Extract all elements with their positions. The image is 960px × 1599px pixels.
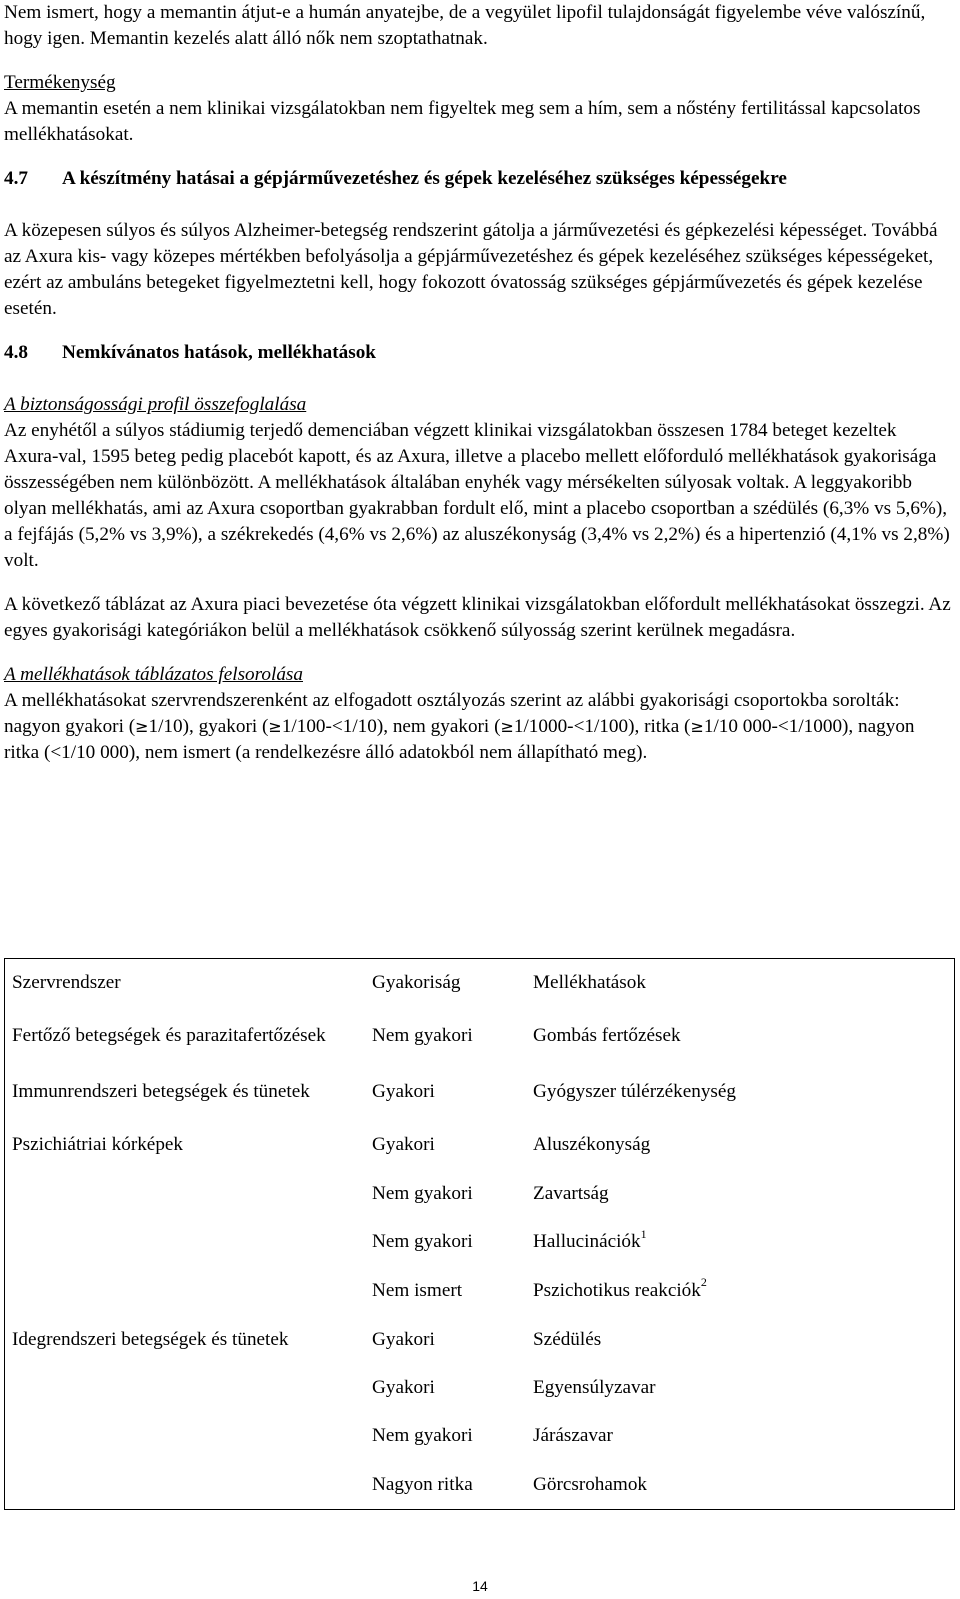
section-number: 4.8 bbox=[4, 342, 28, 363]
text-fragment: 1/100-<1/10), nem gyakori ( bbox=[281, 716, 501, 737]
organ-cell bbox=[4, 1169, 364, 1218]
greater-equal-symbol: ≥ bbox=[690, 717, 704, 736]
organ-cell bbox=[4, 1412, 364, 1459]
frequency-cell: Gyakori bbox=[372, 1133, 435, 1155]
adverse-reactions-table bbox=[4, 958, 954, 1510]
effect-cell: Gyógyszer túlérzékenység bbox=[533, 1081, 736, 1102]
table-row bbox=[4, 1266, 954, 1315]
section-title: Nemkívánatos hatások, mellékhatások bbox=[62, 342, 376, 363]
table-row bbox=[4, 1315, 954, 1364]
column-header-effect: Mellékhatások bbox=[533, 972, 646, 993]
driving-paragraph: A közepesen súlyos és súlyos Alzheimer-betegség rendszerint gátolja a járművezetési és gépkezelési képességet. Továbbá az Axura kis- vagy közepes mértékben befolyásolja a gépjárművezetéshez és gépek kezeléséhez szükséges képességeket, ezért az ambuláns betegeket figyelmeztetni kell, hogy fokozott óvatosság szükséges gépjárművezetés és gépek kezelése esetén. bbox=[4, 220, 938, 319]
document-page bbox=[4, 0, 954, 766]
section-4-7-heading bbox=[4, 166, 954, 192]
footnote-marker: 2 bbox=[700, 1275, 707, 1290]
safety-profile-heading: A biztonságossági profil összefoglalása bbox=[4, 394, 307, 415]
table-row bbox=[4, 1412, 954, 1459]
table-row bbox=[4, 1008, 954, 1064]
greater-equal-symbol: ≥ bbox=[268, 717, 282, 736]
frequency-cell: Nem gyakori bbox=[372, 1182, 473, 1204]
effect-cell: Szédülés bbox=[533, 1328, 602, 1350]
page-number: 14 bbox=[472, 1578, 488, 1594]
effect-cell: Gombás fertőzések bbox=[533, 1025, 681, 1046]
effect-cell: Görcsrohamok bbox=[533, 1473, 648, 1495]
text-fragment: 1/10), gyakori ( bbox=[148, 716, 269, 737]
organ-cell bbox=[4, 1218, 364, 1266]
breastfeeding-paragraph: Nem ismert, hogy a memantin átjut-e a humán anyatejbe, de a vegyület lipofil tulajdonságát figyelembe véve valószínű, hogy igen. Memantin kezelés alatt álló nők nem szoptathatnak. bbox=[4, 2, 926, 49]
section-number: 4.7 bbox=[4, 168, 28, 189]
footnote-marker: 1 bbox=[640, 1226, 647, 1241]
text-fragment: A mellékhatásokat szervrendszerenként az elfogadott osztályozás szerint az alábbi gyakorisági csoportokba sorolták: nagyon gyakori ( bbox=[4, 690, 900, 737]
effect-cell: Járászavar bbox=[533, 1424, 613, 1446]
effect-label: Hallucinációk bbox=[533, 1231, 641, 1252]
organ-cell: Pszichiátriai kórképek bbox=[12, 1133, 184, 1155]
frequency-cell: Nem gyakori bbox=[372, 1231, 473, 1252]
effect-cell: Egyensúlyzavar bbox=[533, 1377, 656, 1398]
effect-cell: Aluszékonyság bbox=[533, 1133, 651, 1155]
effect-cell: Zavartság bbox=[533, 1182, 609, 1204]
effect-cell bbox=[525, 1266, 954, 1315]
effect-cell bbox=[525, 1218, 954, 1266]
column-header-frequency: Gyakoriság bbox=[372, 972, 461, 993]
greater-equal-symbol: ≥ bbox=[135, 717, 149, 736]
organ-cell: Idegrendszeri betegségek és tünetek bbox=[12, 1328, 289, 1350]
greater-equal-symbol: ≥ bbox=[500, 717, 514, 736]
frequency-cell: Gyakori bbox=[372, 1081, 435, 1102]
text-fragment: 1/1000-<1/100), ritka ( bbox=[513, 716, 691, 737]
fertility-heading: Termékenység bbox=[4, 72, 116, 93]
table-row bbox=[4, 1459, 954, 1510]
text-fragment: 1/10 000-<1/1000), nagyon ritka (<1/10 000), nem ismert (a rendelkezésre álló adatokból nem állapítható meg). bbox=[4, 716, 915, 763]
organ-cell bbox=[4, 1364, 364, 1412]
organ-cell: Immunrendszeri betegségek és tünetek bbox=[12, 1081, 310, 1102]
section-4-8-heading bbox=[4, 340, 954, 366]
table-row bbox=[4, 1064, 954, 1120]
frequency-cell: Gyakori bbox=[372, 1377, 435, 1398]
table-intro-paragraph: A következő táblázat az Axura piaci bevezetése óta végzett klinikai vizsgálatokban előfordult mellékhatásokat összegzi. Az egyes gyakorisági kategóriákon belül a mellékhatások csökkenő súlyosság szerint kerülnek megadásra. bbox=[4, 594, 951, 641]
table-row bbox=[4, 1364, 954, 1412]
fertility-paragraph: A memantin esetén a nem klinikai vizsgálatokban nem figyeltek meg sem a hím, sem a nőstény fertilitással kapcsolatos mellékhatásokat. bbox=[4, 98, 921, 145]
organ-cell: Fertőző betegségek és parazitafertőzések bbox=[12, 1025, 326, 1046]
table-row bbox=[4, 1169, 954, 1218]
table-row bbox=[4, 1218, 954, 1266]
frequency-convention-paragraph bbox=[4, 688, 954, 766]
effect-label: Pszichotikus reakciók bbox=[533, 1279, 701, 1301]
frequency-cell: Gyakori bbox=[372, 1328, 435, 1350]
safety-profile-paragraph: Az enyhétől a súlyos stádiumig terjedő demenciában végzett klinikai vizsgálatokban összesen 1784 beteget kezeltek Axura-val, 1595 beteg pedig placebót kapott, és az Axura, illetve a placebo mellett előforduló mellékhatások gyakorisága összességében nem különbözött. A mellékhatások általában enyhék vagy mérsékelten súlyosak voltak. A leggyakoribb olyan mellékhatás, ami az Axura csoportban gyakrabban fordult elő, mint a placebo csoportban a szédülés (6,3% vs 5,6%), a fejfájás (5,2% vs 3,9%), a székrekedés (4,6% vs 2,6%) az aluszékonyság (3,4% vs 2,2%) és a hipertenzió (4,1% vs 2,8%) volt. bbox=[4, 420, 950, 571]
section-title: A készítmény hatásai a gépjárművezetéshez és gépek kezeléséhez szükséges képességekre bbox=[62, 168, 787, 189]
column-header-organ: Szervrendszer bbox=[12, 972, 121, 993]
table-header-row bbox=[4, 958, 954, 1008]
frequency-cell: Nem ismert bbox=[372, 1279, 463, 1301]
organ-cell bbox=[4, 1266, 364, 1315]
frequency-cell: Nem gyakori bbox=[372, 1025, 473, 1046]
frequency-cell: Nagyon ritka bbox=[372, 1473, 473, 1495]
tabular-list-heading: A mellékhatások táblázatos felsorolása bbox=[4, 664, 303, 685]
table-row bbox=[4, 1120, 954, 1169]
frequency-cell: Nem gyakori bbox=[372, 1424, 473, 1446]
organ-cell bbox=[4, 1459, 364, 1510]
